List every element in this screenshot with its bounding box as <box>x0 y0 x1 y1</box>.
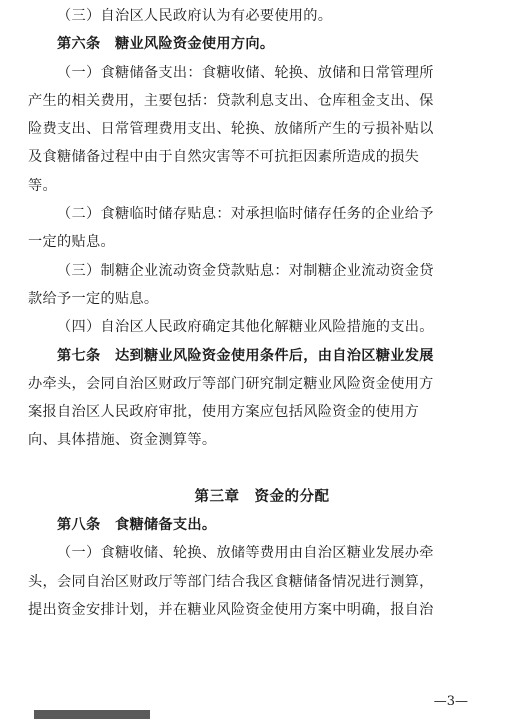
text-line: （一）食糖储备支出：食糖收储、轮换、放储和日常管理所 <box>57 64 434 81</box>
page-number: —3— <box>433 694 468 709</box>
article-heading: 第六条 糖业风险资金使用方向。 <box>57 36 275 53</box>
text-line: 等。 <box>28 177 57 194</box>
text-line: （三）制糖企业流动资金贷款贴息：对制糖企业流动资金贷 <box>57 262 434 279</box>
text-line: 一定的贴息。 <box>28 234 115 251</box>
text-line: （二）食糖临时储存贴息：对承担临时储存任务的企业给予 <box>57 206 434 223</box>
text-line: （三）自治区人民政府认为有必要使用的。 <box>57 8 333 24</box>
text-line: 向、具体措施、资金测算等。 <box>28 432 217 449</box>
text-line: 款给予一定的贴息。 <box>28 290 159 307</box>
text-line: 办牵头，会同自治区财政厅等部门研究制定糖业风险资金使用方 <box>28 375 434 392</box>
text-line: 提出资金安排计划，并在糖业风险资金使用方案中明确，报自治 <box>28 601 434 618</box>
article-heading: 第八条 食糖储备支出。 <box>57 517 217 534</box>
text-line: 险费支出、日常管理费用支出、轮换、放储所产生的亏损补贴以 <box>28 121 434 138</box>
text-line: 及食糖储备过程中由于自然灾害等不可抗拒因素所造成的损失 <box>28 149 420 166</box>
document-body <box>28 2 496 624</box>
chapter-title: 第三章 资金的分配 <box>194 487 330 505</box>
article-heading: 第七条 达到糖业风险资金使用条件后，由自治区糖业发展 <box>57 347 434 364</box>
scan-edge-mark <box>34 710 150 719</box>
text-line: 案报自治区人民政府审批，使用方案应包括风险资金的使用方 <box>28 404 420 421</box>
text-line: 产生的相关费用，主要包括：贷款利息支出、仓库租金支出、保 <box>28 92 434 109</box>
paragraph-gap <box>28 455 496 483</box>
text-line: （一）食糖收储、轮换、放储等费用由自治区糖业发展办牵 <box>57 545 434 562</box>
text-line: （四）自治区人民政府确定其他化解糖业风险措施的支出。 <box>57 319 434 336</box>
text-line: 头，会同自治区财政厅等部门结合我区食糖储备情况进行测算， <box>28 573 434 590</box>
